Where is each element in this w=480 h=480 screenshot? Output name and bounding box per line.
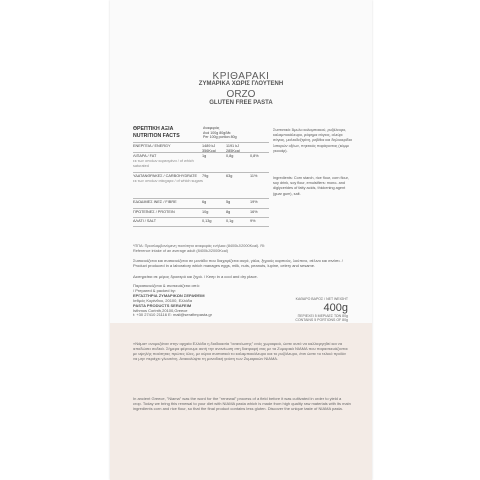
nutrition-row bbox=[133, 208, 269, 217]
nutrition-value-portion: 63g bbox=[226, 174, 233, 178]
nutrition-value-100g: 79g bbox=[202, 174, 209, 178]
nutrition-value-portion: 5g bbox=[226, 200, 231, 204]
nutrition-row bbox=[133, 217, 269, 227]
nutrition-row-label bbox=[133, 154, 203, 168]
nutrition-row-label bbox=[133, 174, 203, 184]
package-back-panel bbox=[110, 0, 372, 480]
nutrition-value-ri: 0,8% bbox=[250, 154, 259, 158]
producer-line: Παρασκευάζεται & συσκευάζεται από: bbox=[133, 283, 200, 288]
brand-story-gr: «Νάμα» ονομαζόταν στην αρχαία Ελλάδα η διαδικασία "ανανέωσης" ενός χωραφιού, ώστε αυτό να καλλιεργηθεί και να αποδώσει σοδειά. Σήμερα φέρνουμε αυτή την ανανέωση στη διατροφή σας με τα Ζυμαρικά NIAMA που παρασκευάζονται με υψηλής ποιότητας πρώτες ύλες, με κύρια συστατικά το καλαμποκάλευρο και το ρυζάλευρο, έτσι ώστε το τελικό προϊόν να μην περιέχει γλουτένη. Ανακαλύψτε τη μοναδική γεύση των Ζυμαρικών NIAMA. bbox=[133, 341, 348, 362]
nutrition-value-100g: 0,13g bbox=[202, 219, 212, 223]
nutrition-value-ri: 16% bbox=[250, 210, 258, 214]
nutrition-row-label-main: ΥΔΑΤΑΝΘΡΑΚΕΣ / CARBOHYDRATE bbox=[133, 174, 198, 178]
nutrition-row-label: ΕΔΩΔΙΜΕΣ ΙΝΕΣ / FIBRE bbox=[133, 200, 177, 204]
storage-instructions: Διατηρείται σε μέρος δροσερό και ξηρό. / Keep in a cool and dry place. bbox=[133, 274, 258, 279]
ingredients-en: Ingredients: Corn starch, rice flour, corn flour, soy drink, soy flour, emulsifiers: mono- and diglycerides of fatty acids, thickening agent (guar gum), salt. bbox=[273, 176, 349, 196]
product-title-en: ORZO bbox=[226, 89, 256, 100]
nutrition-row-label-main: ΛΙΠΑΡΑ / FAT bbox=[133, 154, 157, 158]
nutrition-row bbox=[133, 198, 269, 207]
nutrition-row bbox=[133, 172, 269, 191]
nutrition-column-header bbox=[203, 126, 269, 140]
nutrition-value-100g: 1g bbox=[202, 154, 207, 158]
nutrition-value-100g: 10g bbox=[202, 210, 209, 214]
nutrition-title bbox=[133, 126, 180, 139]
producer-line: Isthmos Corinth,20100,Greece bbox=[133, 307, 188, 313]
producer-line: Ισθμός Κορίνθου, 20100, Ελλάδα bbox=[133, 297, 193, 303]
producer-line: PASTA PRODUCTS SERAFEIM bbox=[133, 302, 192, 308]
nutrition-value-portion: 0,8g bbox=[226, 154, 234, 158]
nutrition-value-100g: 6g bbox=[202, 200, 207, 204]
nutrition-row-sublabel: εκ των οποίων κορεσμένα / of which saturated bbox=[133, 158, 194, 168]
nutrition-header-line-3: Αναφοράς bbox=[203, 126, 220, 130]
product-subtitle-en: GLUTEN FREE PASTA bbox=[209, 100, 273, 106]
nutrition-value-ri: 9% bbox=[250, 219, 256, 223]
producer-line: ΕΡΓΑΣΤΗΡΙΑ ΖΥΜΑΡΙΚΩΝ ΣΕΡΑΦΕΙΜ bbox=[133, 292, 205, 298]
nutrition-row-sublabel: εκ των οποίων σάκχαρα / of which sugars bbox=[133, 178, 203, 183]
brand-story-en: In ancient Greece, "Niama" was the word for the "renewal" process of a field before it was cultivated in order to yield a crop. Today we bring this renewal to your diet with NIAMA pasta which is made from high quality raw materials with its main ingredients corn and rice flour, so that the final product contains less gluten. Discover the unique taste of NIAMA pasta. bbox=[133, 396, 351, 412]
allergen-statement: Συσκευάζεται και συσκευάζεται σε μονάδα που διαχειρίζεται αυγά, γάλα, ξηρούς καρπούς, λούπινο, σέλινο και σινάπι. / Product produced in a laboratory which manages eggs, milk, nuts, peanuts, lupine, celery and sesame. bbox=[133, 258, 343, 268]
producer-line: / Prepared & packed by: bbox=[133, 287, 176, 293]
nutrition-value-portion: 0,1g bbox=[226, 219, 234, 223]
nutrition-title-en: NUTRITION FACTS bbox=[133, 132, 180, 139]
product-subtitle-gr: ΖΥΜΑΡΙΚΑ ΧΩΡΙΣ ΓΛΟΥΤΕΝΗ bbox=[198, 81, 284, 87]
nutrition-footnote: *ΠΠΑ: Προσλαμβανόμενη ποσότητα αναφοράς ενήλικα (8400kJ/2000Kcal). RI: Reference intake of an average adult (8400kJ/2000Kcal) bbox=[133, 244, 266, 253]
nutrition-row-label: ΑΛΑΤΙ / SALT bbox=[133, 219, 157, 223]
nutrition-title-gr: ΘΡΕΠΤΙΚΗ ΑΞΙΑ bbox=[133, 126, 174, 132]
portions-info: ΠΕΡΙΕΧΕΙ 5 ΜΕΡΙΔΕΣ ΤΩΝ 80g CONTAINS 5 PORTIONS OF 80g bbox=[295, 314, 348, 322]
nutrition-row-label: ΠΡΩΤΕΪΝΕΣ / PROTEIN bbox=[133, 210, 175, 214]
nutrition-row-label: ΕΝΕΡΓΕΙΑ / ENERGY bbox=[133, 144, 171, 148]
nutrition-header-line-2: Per 100g portion 80g bbox=[203, 135, 237, 140]
nutrition-value-ri: 11% bbox=[250, 174, 258, 178]
product-title-gr: ΚΡΙΘΑΡΑΚΙ bbox=[212, 71, 270, 82]
nutrition-value-portion: 8g bbox=[226, 210, 231, 214]
nutrition-row bbox=[133, 152, 269, 169]
nutrition-row bbox=[133, 142, 269, 152]
net-weight-label: ΚΑΘΑΡΟ ΒΑΡΟΣ / NET WEIGHT bbox=[295, 297, 348, 301]
nutrition-header-line-1: Ανά 100g 80g/Με bbox=[203, 130, 231, 135]
producer-info bbox=[133, 284, 273, 318]
nutrition-value-portion: 1191 kJ 285Kcal bbox=[226, 144, 240, 153]
nutrition-value-ri: 19% bbox=[250, 200, 258, 204]
producer-contact: t: +30 27410 21116 E: mail@serafimpasta.gr bbox=[133, 312, 212, 318]
net-weight-value: 400g bbox=[323, 302, 348, 314]
ingredients-gr: Συστατικά: Άμυλο καλαμποκιού, ρυζάλευρο, καλαμποκάλευρο, ρόφημα σόγιας, αλεύρι σόγιας, μαλτοδεξτρίνη, ρεβίθια και διγλυκερίδια λιπαρών οξέων, πηκτικός παράγοντας (κόμμι γκουάρ). bbox=[273, 128, 352, 153]
nutrition-value-100g: 1489 kJ 356Kcal bbox=[202, 144, 216, 153]
